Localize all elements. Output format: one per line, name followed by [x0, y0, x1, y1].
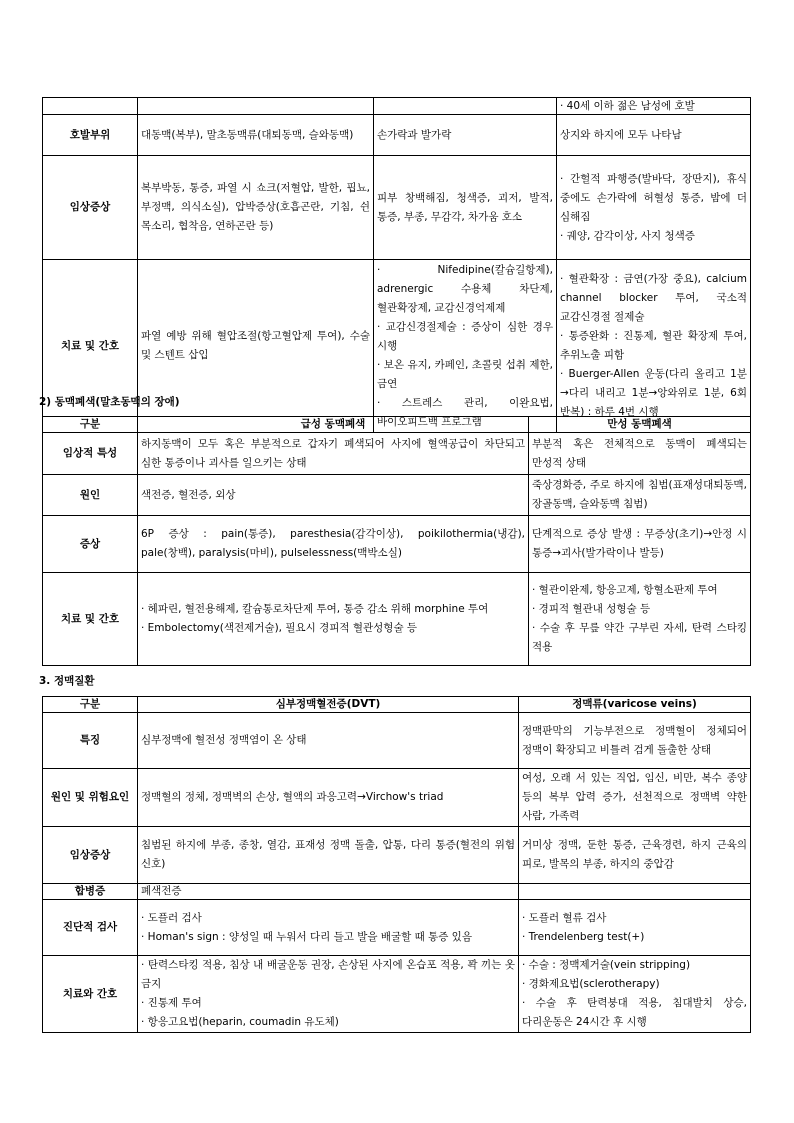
table-row	[43, 433, 751, 475]
cell-line: · Nifedipine(칼슘길항제), adrenergic 수용체 차단제, 혈관확장제, 교감신경억제제	[377, 263, 553, 314]
header-category: 구분	[43, 697, 138, 713]
table-header-row	[43, 417, 751, 433]
cell-line: · 보온 유지, 카페인, 초콜릿 섭취 제한, 금연	[377, 358, 553, 390]
header-chronic: 만성 동맥폐색	[529, 417, 751, 433]
cell-text: 색전증, 혈전증, 외상	[141, 488, 236, 501]
chronic-cell	[529, 516, 751, 573]
row-label: 원인 및 위험요인	[43, 769, 138, 827]
cell-line: · 탄력스타킹 적용, 침상 내 배굴운동 권장, 손상된 사지에 온습포 적용, 꽉 끼는 옷 금지	[141, 959, 515, 990]
row-label: 치료와 간호	[43, 956, 138, 1033]
arterial-occlusion-table	[42, 416, 751, 666]
cell-line: · Trendelenberg test(+)	[522, 930, 645, 943]
cell-line: · 혈관이완제, 항응고제, 항혈소판제 투여	[532, 584, 718, 596]
row-label-treatment: 치료 및 간호	[43, 260, 138, 433]
acute-cell	[138, 475, 529, 516]
aneurysm-cell-empty	[138, 98, 374, 115]
dvt-cell	[138, 900, 519, 956]
cell-line: 상지와 하지에 모두 나타남	[560, 128, 682, 141]
dvt-cell: 폐색전증	[138, 884, 519, 900]
cell-text: 죽상경화증, 주로 하지에 침범(표재성대퇴동맥, 장골동맥, 슬와동맥 침범)	[532, 479, 747, 510]
cell-line: · Embolectomy(색전제거술), 필요시 경피적 혈관성형술 등	[141, 622, 418, 634]
cell-line: · 항응고요법(heparin, coumadin 유도체)	[141, 1016, 339, 1028]
cell-line: · 교감신경절제술 : 증상이 심한 경우 시행	[377, 320, 553, 352]
cell-line: · 경화제요법(sclerotherapy)	[522, 978, 660, 990]
varicose-cell	[519, 827, 751, 884]
acute-cell	[138, 516, 529, 573]
cell-text: 하지동맥이 모두 혹은 부분적으로 갑자기 폐색되어 사지에 혈액공급이 차단되고 심한 통증이나 괴사를 일으키는 상태	[141, 437, 525, 469]
cell-line: · 간헐적 파행증(발바닥, 장딴지), 휴식 중에도 손가락에 허혈성 통증, 밤에 더 심해짐	[560, 172, 747, 223]
cell-line: · 경피적 혈관내 성형술 등	[532, 603, 651, 615]
aneurysm-site-cell	[138, 115, 374, 156]
cell-line: · 도플러 혈류 검사	[522, 911, 607, 924]
row-label: 합병증	[43, 884, 138, 900]
cell-line: · 수술 후 탄력붕대 적용, 침대발치 상승, 다리운동은 24시간 후 시행	[522, 997, 747, 1028]
varicose-cell	[519, 956, 751, 1033]
chronic-cell	[529, 573, 751, 666]
cell-text: 단계적으로 증상 발생 : 무증상(초기)→안정 시 통증→괴사(발가락이나 발등)	[532, 528, 747, 559]
row-label: 증상	[43, 516, 138, 573]
section-title-venous-disease: 3. 정맥질환	[39, 675, 95, 687]
dvt-cell: 심부정맥에 혈전성 정맥염이 온 상태	[138, 713, 519, 769]
acute-cell	[138, 433, 529, 475]
varicose-cell	[519, 769, 751, 827]
cell-line: · 도플러 검사	[141, 911, 202, 924]
dvt-cell: 정맥혈의 정체, 정맥벽의 손상, 혈액의 과응고력→Virchow's triad	[138, 769, 519, 827]
cell-line: · 진통제 투여	[141, 997, 202, 1009]
chronic-cell	[529, 475, 751, 516]
cell-text: 부분적 혹은 전체적으로 동맥이 폐색되는 만성적 상태	[532, 437, 747, 469]
raynaud-site-cell: 손가락과 발가락	[374, 115, 557, 156]
cell-text: 정맥판막의 기능부전으로 정맥혈이 정체되어 정맥이 확장되고 비틀려 검게 돌출한 상태	[522, 724, 747, 756]
buerger-treatment-cell	[557, 260, 751, 433]
table-header-row	[43, 697, 751, 713]
buerger-site-cell	[557, 115, 751, 156]
dvt-cell	[138, 956, 519, 1033]
cell-line: · Homan's sign : 양성일 때 누워서 다리 들고 발을 배굴할 때 통증 있음	[141, 930, 472, 943]
table-row	[43, 713, 751, 769]
row-label: 원인	[43, 475, 138, 516]
cell-line: · 40세 이하 젊은 남성에 호발	[560, 100, 695, 112]
cell-line: · 수술 : 정맥제거술(vein stripping)	[522, 959, 691, 971]
row-label: 임상적 특성	[43, 433, 138, 475]
table-row	[43, 884, 751, 900]
table-row	[43, 516, 751, 573]
table-row	[43, 475, 751, 516]
header-category: 구분	[43, 417, 138, 433]
cell-line: · 스트레스 관리, 이완요법, 바이오피드백 프로그램	[377, 396, 553, 428]
acute-cell	[138, 573, 529, 666]
cell-line: · 궤양, 감각이상, 사지 청색증	[560, 229, 695, 242]
cell-text: 대동맥(복부), 말초동맥류(대퇴동맥, 슬와동맥)	[141, 128, 354, 141]
table-row	[43, 573, 751, 666]
row-label: 임상증상	[43, 827, 138, 884]
cell-text: 여성, 오래 서 있는 직업, 임신, 비만, 복수 종양 등의 복부 압력 증가, 선천적으로 정맥벽 약한 사람, 가족력	[522, 772, 747, 822]
table-row	[43, 900, 751, 956]
cell-text: 거미상 정맥, 둔한 통증, 근육경련, 하지 근육의 피로, 발목의 부종, 하지의 중압감	[522, 839, 747, 870]
cell-text: 6P 증상 : pain(통증), paresthesia(감각이상), poikilothermia(냉감), pale(창백), paralysis(마비), pulselessness(맥박소실)	[141, 528, 525, 559]
cell-line: · Buerger-Allen 운동(다리 올리고 1분→다리 내리고 1분→앙와위로 1분, 6회 반복) : 하루 4번 시행	[560, 368, 747, 418]
header-acute: 급성 동맥폐색	[138, 417, 529, 433]
cell-text: 피부 창백해짐, 청색증, 괴저, 발적, 통증, 부종, 무감각, 차가움 호소	[377, 191, 553, 223]
buerger-symptom-cell	[557, 156, 751, 260]
raynaud-treatment-cell	[374, 260, 557, 433]
row-label-symptoms: 임상증상	[43, 156, 138, 260]
row-label: 진단적 검사	[43, 900, 138, 956]
venous-disease-table	[42, 696, 751, 1033]
table-row	[43, 827, 751, 884]
cell-text: 파열 예방 위해 혈압조절(항고혈압제 투여), 수술 및 스텐트 삽입	[141, 330, 370, 361]
varicose-cell	[519, 900, 751, 956]
cell-line: · 혈관확장 : 금연(가장 중요), calcium channel blocker 투여, 국소적 교감신경절 절제술	[560, 273, 747, 323]
raynaud-cell-empty	[374, 98, 557, 115]
section-title-arterial-occlusion: 2) 동맥폐색(말초동맥의 장애)	[39, 396, 180, 408]
table-row	[43, 956, 751, 1033]
cell-line: · 통증완화 : 진통제, 혈관 확장제 투여, 추위노출 피함	[560, 330, 747, 361]
header-varicose: 정맥류(varicose veins)	[519, 697, 751, 713]
row-label-empty	[43, 98, 138, 115]
buerger-onset-cell	[557, 98, 751, 115]
artery-disease-table-continued	[42, 97, 751, 433]
cell-line: · 수술 후 무릎 약간 구부린 자세, 탄력 스타킹 적용	[532, 622, 747, 653]
cell-text: 침범된 하지에 부종, 종창, 열감, 표재성 정맥 돌출, 압통, 다리 통증(혈전의 위험 신호)	[141, 839, 515, 870]
cell-text: 복부박동, 통증, 파열 시 쇼크(저혈압, 발한, 핍뇨, 부정맥, 의식소실), 압박증상(호흡곤란, 기침, 쉰 목소리, 협착음, 연하곤란 등)	[141, 182, 370, 232]
table-row	[43, 769, 751, 827]
chronic-cell	[529, 433, 751, 475]
table-row	[43, 115, 751, 156]
header-dvt: 심부정맥혈전증(DVT)	[138, 697, 519, 713]
row-label: 특징	[43, 713, 138, 769]
raynaud-symptom-cell	[374, 156, 557, 260]
table-row	[43, 156, 751, 260]
varicose-cell-empty	[519, 884, 751, 900]
row-label-site: 호발부위	[43, 115, 138, 156]
aneurysm-symptom-cell	[138, 156, 374, 260]
cell-line: · 헤파린, 혈전용해제, 칼슘통로차단제 투여, 통증 감소 위해 morphine 투여	[141, 603, 489, 615]
row-label: 치료 및 간호	[43, 573, 138, 666]
varicose-cell	[519, 713, 751, 769]
table-row	[43, 98, 751, 115]
dvt-cell	[138, 827, 519, 884]
